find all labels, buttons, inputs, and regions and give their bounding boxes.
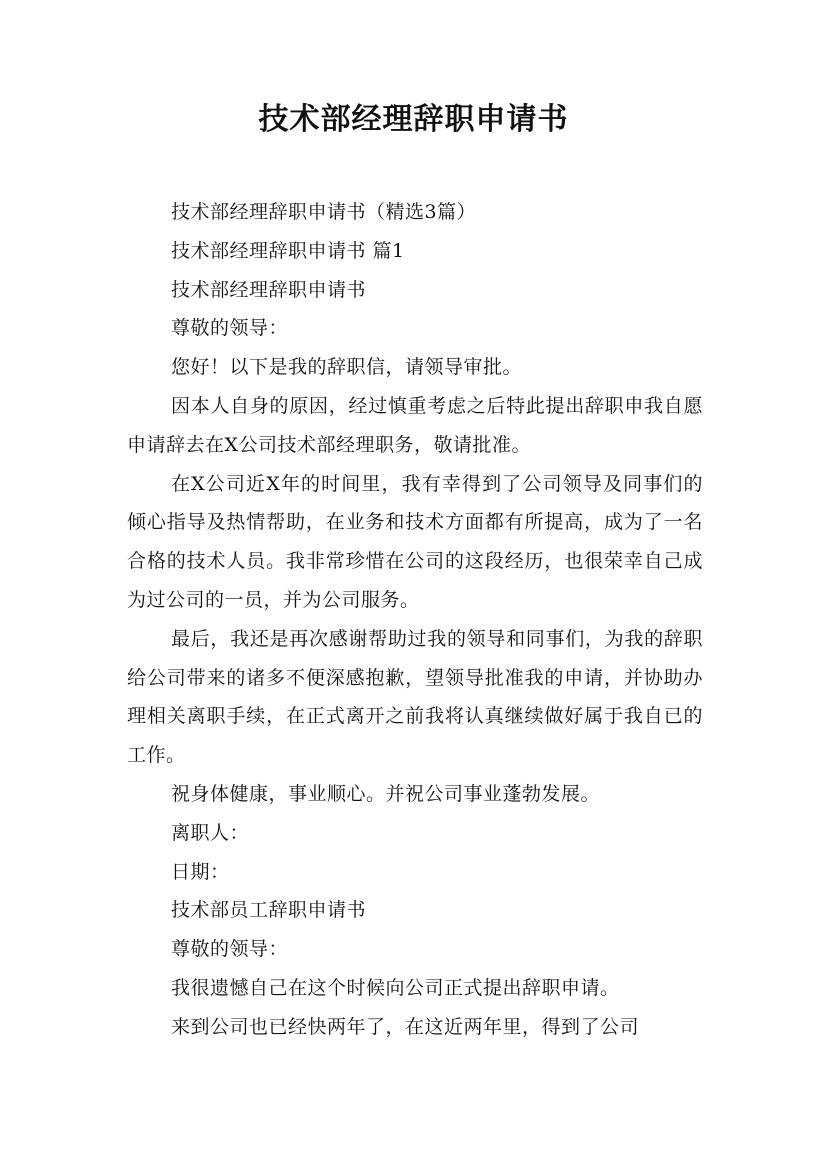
paragraph-greeting: 您好！以下是我的辞职信，请领导审批。	[171, 356, 523, 379]
paragraph-letter-title: 技术部经理辞职申请书	[171, 278, 367, 301]
paragraph-second-body: 来到公司也已经快两年了，在这近两年里，得到了公司	[171, 1015, 640, 1038]
paragraph-reason: 因本人自身的原因，经过慎重考虑之后特此提出辞职申我自愿申请辞去在X公司技术部经理职务，敬请批准。	[127, 394, 703, 456]
paragraph-second-opening: 我很遗憾自己在这个时候向公司正式提出辞职申请。	[171, 976, 620, 999]
paragraph-date: 日期：	[171, 860, 230, 883]
paragraph-gratitude: 在X公司近X年的时间里，我有幸得到了公司领导及同事们的倾心指导及热情帮助，在业务和技术方面都有所提高，成为了一名合格的技术人员。我非常珍惜在公司的这段经历，也很荣幸自己成为过公司的一员，并为公司服务。	[127, 472, 703, 611]
paragraph-section-heading: 技术部经理辞职申请书 篇1	[171, 239, 405, 262]
document-title: 技术部经理辞职申请书	[258, 102, 569, 137]
paragraph-closing: 最后，我还是再次感谢帮助过我的领导和同事们，为我的辞职给公司带来的诸多不便深感抱歉，望领导批准我的申请，并协助办理相关离职手续，在正式离开之前我将认真继续做好属于我自已的工作。	[127, 627, 703, 767]
paragraph-intro-title: 技术部经理辞职申请书（精选3篇）	[171, 201, 477, 223]
paragraph-second-letter-title: 技术部员工辞职申请书	[171, 899, 367, 922]
paragraph-signer: 离职人：	[171, 821, 250, 844]
paragraph-wishes: 祝身体健康，事业顺心。并祝公司事业蓬勃发展。	[171, 782, 601, 805]
paragraph-second-salutation: 尊敬的领导：	[171, 938, 289, 961]
paragraph-salutation: 尊敬的领导：	[171, 317, 289, 340]
document-body	[127, 193, 703, 1047]
